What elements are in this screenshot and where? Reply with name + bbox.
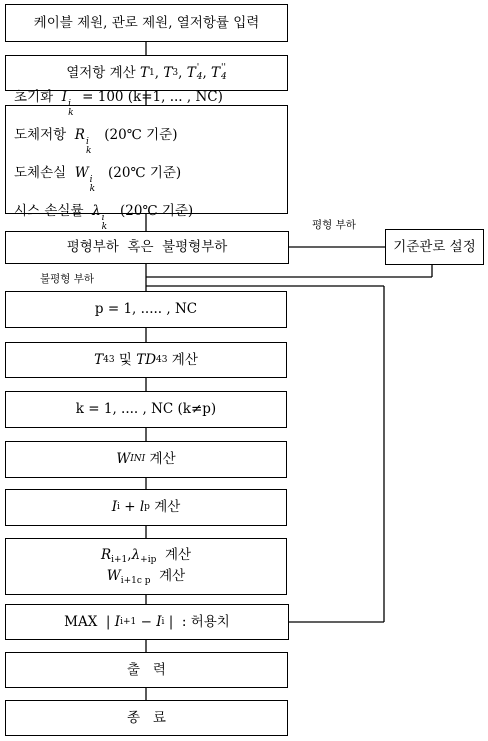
t43-suffix: 계산 <box>171 351 198 368</box>
step-p-loop <box>5 291 287 328</box>
sub-i: i <box>117 502 120 513</box>
sup-i: i <box>85 136 89 147</box>
sym-t1: T <box>140 64 150 81</box>
sym-i: I <box>61 88 68 105</box>
r-lambda-line <box>101 547 191 566</box>
step-r-lambda-w <box>5 538 287 595</box>
sheath-rest: (20℃ 기준) <box>120 202 194 219</box>
balanced-load-label: 평형 부하 <box>312 219 356 231</box>
init-rest: = 100 (k=1, ... , NC) <box>82 88 223 105</box>
comma: , <box>127 546 132 563</box>
end-text: 종 료 <box>127 709 166 726</box>
init-sheath-line <box>14 202 223 232</box>
sub-3: 3 <box>172 67 179 78</box>
tolerance-text: : 허용치 <box>181 613 230 630</box>
max-label: MAX <box>64 613 98 630</box>
prime-1: ' <box>196 63 200 73</box>
sub-k: k <box>85 145 92 156</box>
sym-r: R <box>100 546 112 563</box>
thermal-label: 열저항 계산 <box>66 64 136 81</box>
r-lambda-suffix: 계산 <box>164 546 192 563</box>
il-suffix: 계산 <box>154 499 181 516</box>
sym-t4pp: T <box>211 64 221 81</box>
sym-i: I <box>111 499 118 516</box>
w-line <box>107 568 185 587</box>
init-resistance-line <box>14 126 223 156</box>
init-current-line <box>14 88 223 118</box>
k-loop-text: k = 1, .... , NC (k≠p) <box>75 401 217 418</box>
resistance-rest: (20℃ 기준) <box>104 126 178 143</box>
sub-43b: 43 <box>156 354 168 365</box>
sym-t4p: T <box>186 64 196 81</box>
sub-i: i <box>161 616 165 627</box>
init-loss-line <box>14 164 223 194</box>
sup-i: i <box>89 174 93 185</box>
wini-suffix: 계산 <box>149 451 176 468</box>
loss-label: 도체손실 <box>14 164 67 181</box>
sym-w: W <box>74 164 89 181</box>
sub-k: k <box>101 221 108 232</box>
sub-4a: 4 <box>196 72 203 82</box>
step-end <box>5 700 288 736</box>
unbalanced-load-label: 불평형 부하 <box>40 273 95 285</box>
sub-ini: INI <box>130 454 146 465</box>
reference-text: 기준관로 설정 <box>393 238 476 255</box>
plus-sign: + <box>124 499 136 516</box>
step-input-text: 케이블 제원, 관로 제원, 열저항률 입력 <box>33 14 260 31</box>
load-type-text: 평형부하 혹은 불평형부하 <box>66 239 228 256</box>
sym-w: W <box>116 451 131 468</box>
sub-1: 1 <box>149 67 155 78</box>
sub-ip: +ip <box>140 554 157 565</box>
sym-lambda: λ <box>131 546 141 563</box>
sym-lambda: λ <box>92 202 101 219</box>
step-load-type <box>5 231 289 264</box>
sup-i: i <box>101 212 105 223</box>
output-text: 출 력 <box>127 661 166 678</box>
sym-t3: T <box>163 64 173 81</box>
sub-p: p <box>144 502 150 513</box>
step-max-check: MAX | I i+1 − I i | : 허용치 <box>5 604 289 640</box>
sub-i1: i+1 <box>120 616 137 627</box>
minus-sign: − <box>140 613 152 630</box>
sub-i1cp: i+1c p <box>120 575 151 586</box>
sym-i-next: I <box>114 613 121 630</box>
sym-i: I <box>156 613 162 630</box>
step-input-data <box>5 4 288 42</box>
step-k-loop <box>5 391 287 428</box>
step-output <box>5 652 288 688</box>
resistance-label: 도체저항 <box>14 126 67 143</box>
w-suffix: 계산 <box>159 567 186 584</box>
sub-i1: i+1 <box>111 554 128 565</box>
sym-w: W <box>106 567 121 584</box>
step-wini <box>5 441 287 478</box>
init-label: 초기화 <box>14 88 54 105</box>
sym-l: l <box>139 499 145 516</box>
sym-td43: TD <box>136 351 157 368</box>
sub-4b: 4 <box>221 72 227 82</box>
sym-r: R <box>74 126 85 143</box>
sub-k: k <box>68 107 74 118</box>
sym-t43: T <box>94 351 104 368</box>
step-il <box>5 489 287 526</box>
sub-k: k <box>89 183 96 194</box>
step-t43 <box>5 342 287 378</box>
prime-2: '' <box>221 63 226 73</box>
step-reference-duct <box>385 229 484 265</box>
and-text: 및 <box>118 351 132 368</box>
sheath-label: 시스 손실률 <box>14 202 84 219</box>
loss-rest: (20℃ 기준) <box>108 164 182 181</box>
step-initialization <box>5 88 288 232</box>
sup-i: i <box>68 98 71 109</box>
sub-43a: 43 <box>103 354 115 365</box>
step-thermal-resistance: 열저항 계산 T 1 , T 3 , T ' 4 , T '' 4 <box>5 55 288 91</box>
p-loop-text: p = 1, ..... , NC <box>94 301 198 318</box>
